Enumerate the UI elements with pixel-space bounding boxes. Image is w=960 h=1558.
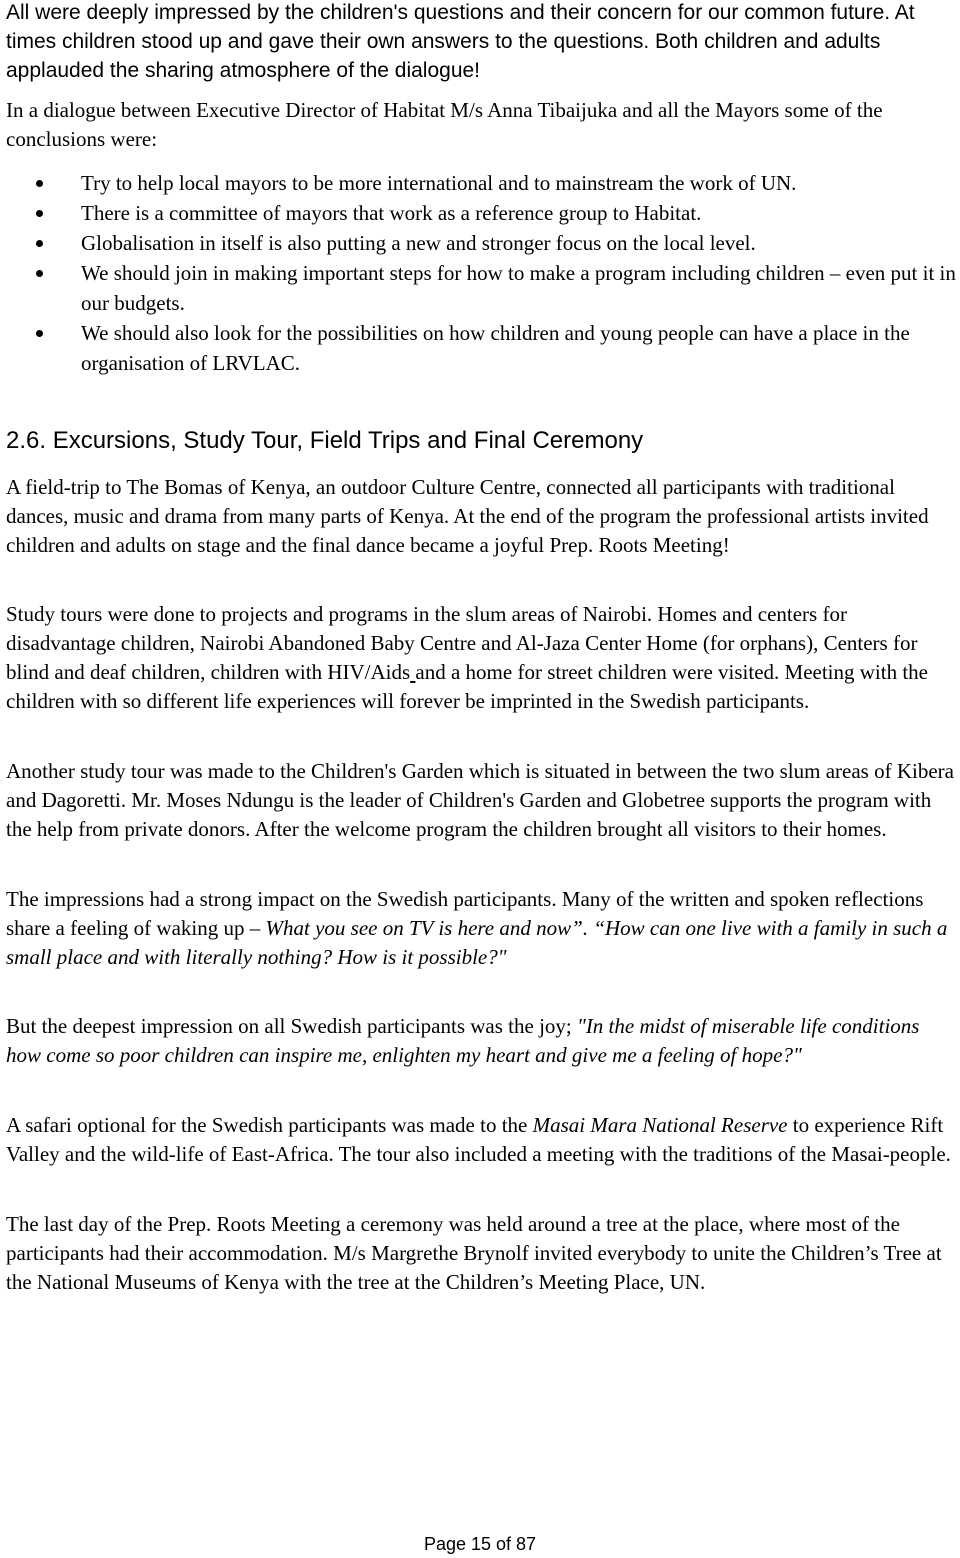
list-item	[0, 318, 956, 378]
bomas-paragraph: A field-trip to The Bomas of Kenya, an outdoor Culture Centre, connected all participants with traditional dances, music and drama from many parts of Kenya. At the end of the program the professional artists invited children and adults on stage and the final dance became a joyful Prep. Roots Meeting!	[6, 475, 929, 557]
list-item-text: We should join in making important steps for how to make a program including children – even put it in our budgets.	[81, 261, 956, 315]
list-item-text: We should also look for the possibilities on how children and young people can have a place in the organisation of LRVLAC.	[81, 321, 910, 375]
list-item	[0, 198, 956, 228]
list-item	[0, 258, 956, 318]
section-heading: 2.6. Excursions, Study Tour, Field Trips and Final Ceremony	[6, 427, 644, 454]
bullet-icon	[36, 240, 43, 247]
joy-quote: "In the midst of miserable life conditions how come so poor children can inspire me, enlighten my heart and give me a feeling of hope?"	[6, 1014, 920, 1067]
bullet-icon	[36, 210, 43, 217]
intro-paragraph: All were deeply impressed by the children's questions and their concern for our common future. At times children stood up and gave their own answers to the questions. Both children and adults applauded the sharing atmosphere of the dialogue!	[6, 1, 915, 82]
safari-place: Masai Mara National Reserve	[532, 1113, 788, 1137]
list-item-text: Globalisation in itself is also putting a new and stronger focus on the local level.	[81, 231, 756, 255]
dialogue-paragraph: In a dialogue between Executive Director of Habitat M/s Anna Tibaijuka and all the Mayors some of the conclusions were:	[6, 98, 883, 151]
bullet-icon	[36, 180, 43, 187]
page-number-footer: Page 15 of 87	[423, 1534, 537, 1554]
impressions-quote: What you see on TV is here and now”. “How can one live with a family in such a small place and with literally nothing? How is it possible?"	[6, 916, 948, 969]
safari-text-continued: to experience Rift Valley and the wild-life of East-Africa. The tour also included a meeting with the traditions of the Masai-people.	[6, 1113, 951, 1166]
study-tour-text-continued: and a home for street children were visited. Meeting with the children with so different life experiences will forever be imprinted in the Swedish participants.	[6, 660, 928, 713]
joy-paragraph	[6, 1012, 958, 1070]
conclusions-list	[0, 168, 960, 378]
ceremony-paragraph: The last day of the Prep. Roots Meeting a ceremony was held around a tree at the place, where most of the participants had their accommodation. M/s Margrethe Brynolf invited everybody to unite the Children’s Tree at the National Museums of Kenya with the tree at the Children’s Meeting Place, UN.	[6, 1212, 942, 1294]
bullet-icon	[36, 330, 43, 337]
safari-text: A safari optional for the Swedish participants was made to the	[6, 1113, 533, 1137]
safari-paragraph	[6, 1111, 958, 1169]
bullet-icon	[36, 270, 43, 277]
list-item-text: There is a committee of mayors that work as a reference group to Habitat.	[81, 201, 702, 225]
list-item	[0, 168, 956, 198]
study-tour-paragraph	[6, 600, 958, 716]
impressions-paragraph	[6, 885, 958, 972]
childrens-garden-paragraph: Another study tour was made to the Children's Garden which is situated in between the two slum areas of Kibera and Dagoretti. Mr. Moses Ndungu is the leader of Children's Garden and Globetree supports the program with the help from private donors. After the welcome program the children brought all visitors to their homes.	[6, 759, 954, 841]
list-item-text: Try to help local mayors to be more international and to mainstream the work of UN.	[81, 171, 797, 195]
impressions-text: The impressions had a strong impact on the Swedish participants. Many of the written and spoken reflections share a feeling of waking up –	[6, 887, 924, 940]
joy-text: But the deepest impression on all Swedish participants was the joy;	[6, 1014, 577, 1038]
study-tour-text: Study tours were done to projects and programs in the slum areas of Nairobi. Homes and centers for disadvantage children, Nairobi Abandoned Baby Centre and Al-Jaza Center Home (for orphans), Centers for blind and deaf children, children with HIV/Aids	[6, 602, 918, 684]
list-item	[0, 228, 956, 258]
